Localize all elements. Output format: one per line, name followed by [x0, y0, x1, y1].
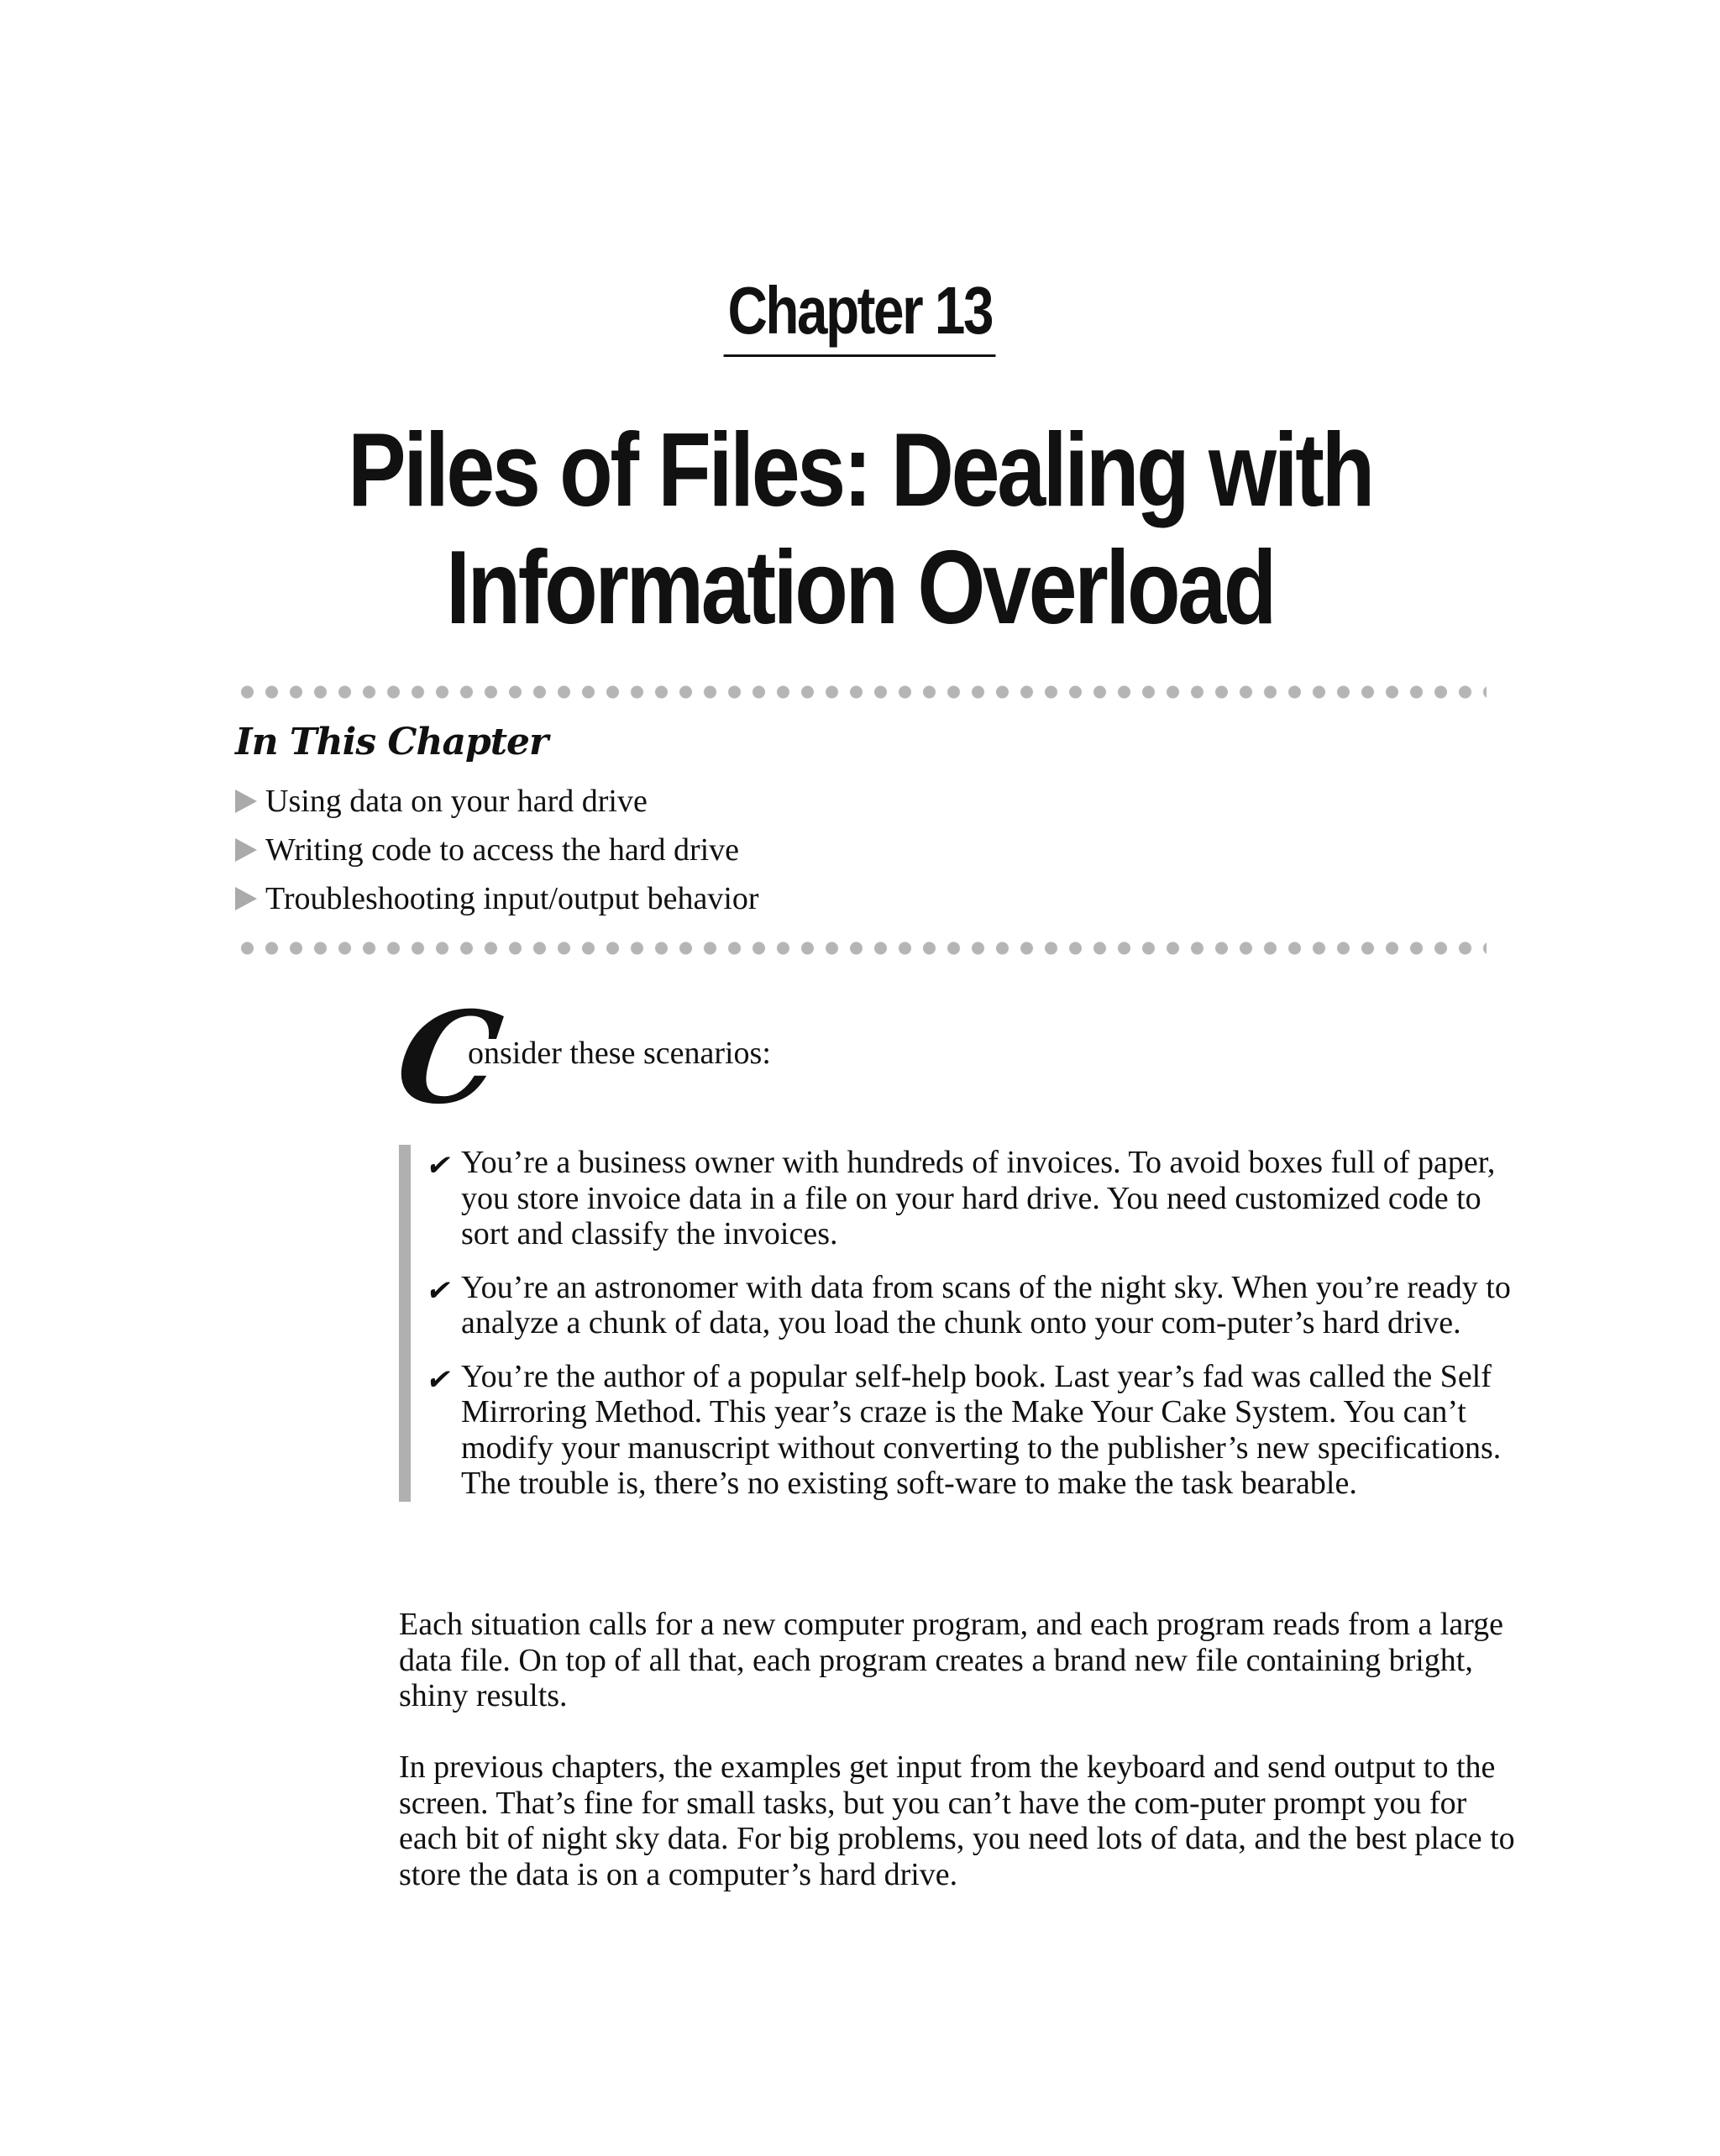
triangle-bullet-icon	[235, 887, 257, 910]
chapter-topics-list	[235, 777, 759, 923]
triangle-bullet-icon	[235, 838, 257, 862]
in-this-chapter-heading: In This Chapter	[235, 721, 548, 763]
dotted-divider-top	[235, 685, 1487, 700]
chapter-label-wrap	[0, 273, 1720, 357]
checkmark-icon: ✔	[423, 1273, 455, 1308]
intro-text: onsider these scenarios:	[468, 1036, 771, 1071]
body-paragraph: Each situation calls for a new computer program, and each program reads from a large data file. On top of all that, each program creates a brand new file containing bright, shiny results.	[399, 1607, 1504, 1713]
dotted-divider-bottom	[235, 941, 1487, 956]
scenario-text: You’re the author of a popular self-help book. Last year’s fad was called the Self Mirroring Method. This year’s craze is the Make Your Cake System. You can’t modify your manuscript without converting to the publisher’s new specifications. The trouble is, there’s no existing soft-ware to make the task bearable.	[461, 1358, 1502, 1501]
drop-cap: C	[388, 984, 510, 1132]
chapter-label: Chapter 13	[724, 277, 996, 357]
chapter-topic-text: Troubleshooting input/output behavior	[265, 881, 759, 916]
scenario-item	[423, 1358, 1536, 1502]
scenario-item	[423, 1145, 1536, 1252]
chapter-title	[0, 412, 1720, 647]
checkmark-icon: ✔	[423, 1149, 455, 1183]
scenario-item	[423, 1269, 1536, 1341]
scenario-text: You’re a business owner with hundreds of invoices. To avoid boxes full of paper, you store invoice data in a file on your hard drive. You need customized code to sort and classify the invoices.	[461, 1145, 1496, 1251]
chapter-topic	[235, 826, 759, 874]
chapter-title-line-1: Piles of Files: Dealing with	[348, 412, 1372, 528]
scenario-list	[399, 1145, 1536, 1502]
chapter-topic	[235, 874, 759, 923]
triangle-bullet-icon	[235, 789, 257, 813]
chapter-topic	[235, 777, 759, 826]
chapter-topic-text: Writing code to access the hard drive	[265, 832, 740, 868]
chapter-topic-text: Using data on your hard drive	[265, 784, 648, 819]
checkmark-icon: ✔	[423, 1362, 455, 1397]
body-paragraph: In previous chapters, the examples get input from the keyboard and send output to the screen. That’s fine for small tasks, but you can’t have the com-puter prompt you for each bit of night sky data. For big problems, you need lots of data, and the best place to store the data is on a computer’s hard drive.	[399, 1749, 1515, 1892]
scenario-text: You’re an astronomer with data from scans of the night sky. When you’re ready to analyze a chunk of data, you load the chunk onto your com-puter’s hard drive.	[461, 1269, 1511, 1340]
chapter-title-line-2: Information Overload	[445, 530, 1275, 646]
